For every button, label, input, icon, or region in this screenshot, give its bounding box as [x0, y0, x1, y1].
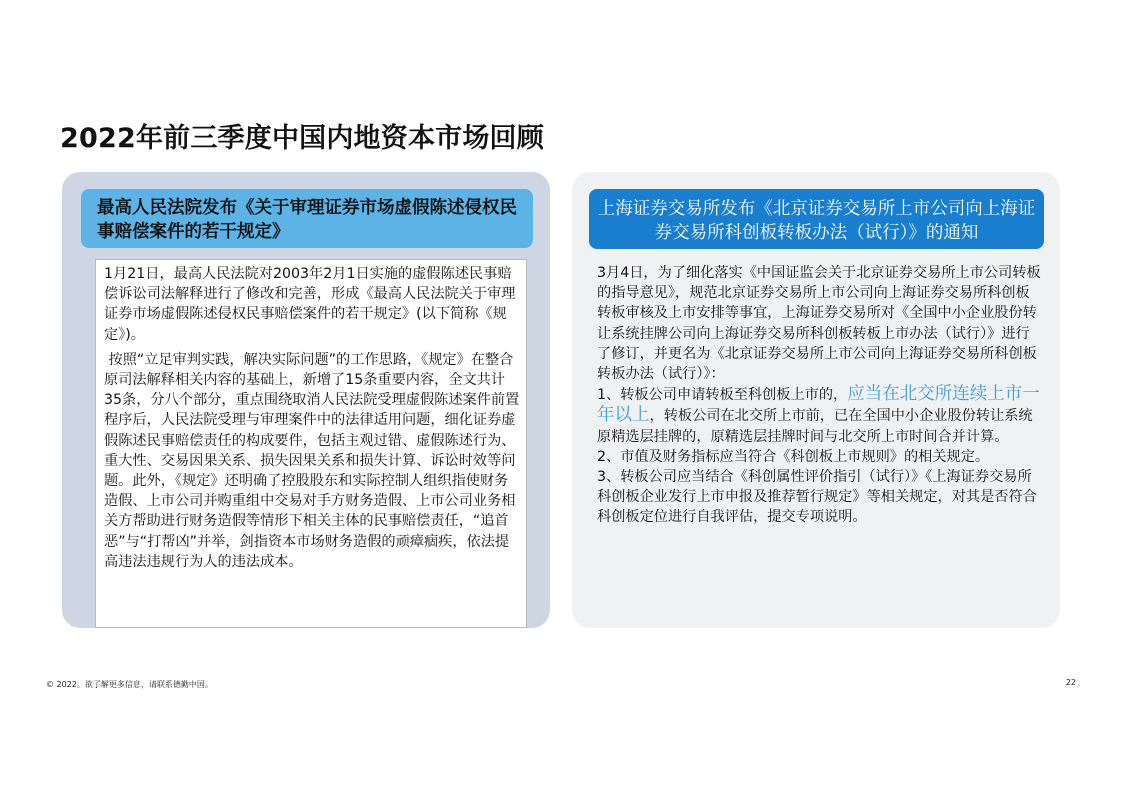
right-panel-header: 上海证券交易所发布《北京证券交易所上市公司向上海证券交易所科创板转板办法（试行）》的通知: [589, 189, 1044, 249]
right-item-1-prefix: 1、转板公司申请转板至科创板上市的，: [597, 387, 848, 404]
page-title: 2022年前三季度中国内地资本市场回顾: [60, 123, 544, 154]
left-paragraph-1: 1月21日，最高人民法院对2003年2月1日实施的虚假陈述民事赔偿诉讼司法解释进行了修改和完善，形成《最高人民法院关于审理证券市场虚假陈述侵权民事赔偿案件的若干规定》(以下简称《规定》)。: [104, 266, 516, 343]
right-item-2: 2、市值及财务指标应当符合《科创板上市规则》的相关规定。: [597, 448, 990, 465]
right-item-1: [597, 384, 1041, 447]
right-item-1-suffix: ，转板公司在北交所上市前，已在全国中小企业股份转让系统原精选层挂牌的，原精选层挂牌时间与北交所上市时间合并计算。: [597, 408, 1033, 445]
right-item-3: 3、转板公司应当结合《科创属性评价指引（试行）》《上海证券交易所科创板企业发行上市申报及推荐暂行规定》等相关规定，对其是否符合科创板定位进行自我评估，提交专项说明。: [597, 469, 1037, 526]
left-paragraph-2: [104, 350, 522, 572]
right-intro: 3月4日，为了细化落实《中国证监会关于北京证券交易所上市公司转板的指导意见》，规范北京证券交易所上市公司向上海证券交易所科创板转板审核及上市安排等事宜，上海证券交易所对《全国中小企业股份转让系统挂牌公司向上海证券交易所科创板转板上市办法（试行）》进行了修订，并更名为《北京证券交易所上市公司向上海证券交易所科创板转板办法（试行）》：: [597, 265, 1041, 383]
left-panel-header: 最高人民法院发布《关于审理证券市场虚假陈述侵权民事赔偿案件的若干规定》: [81, 189, 533, 248]
left-paragraph-2-text: 按照“立足审判实践，解决实际问题”的工作思路，《规定》在整合原司法解释相关内容的基础上，新增了15条重要内容，全文共计35条，分八个部分，重点围绕取消人民法院受理虚假陈述案件前置程序后，人民法院受理与审理案件中的法律适用问题，细化证券虚假陈述民事赔偿责任的构成要件，包括主观过错、虚假陈述行为、重大性、交易因果关系、损失因果关系和损失计算、诉讼时效等问题。此外，《规定》还明确了控股股东和实际控制人组织指使财务造假、上市公司并购重组中交易对手方财务造假、上市公司业务相关方帮助进行财务造假等情形下相关主体的民事赔偿责任，“追首恶”与“打帮凶”并举，剑指资本市场财务造假的顽瘴痼疾，依法提高违法违规行为人的违法成本。: [104, 351, 520, 570]
page-number: 22: [1065, 678, 1076, 687]
footer-copyright: © 2022。欲了解更多信息，请联系德勤中国。: [46, 680, 213, 689]
right-item-1-highlight: 应当在北交所连续上市一年以上: [597, 384, 1040, 426]
right-panel-body: [597, 263, 1041, 528]
left-panel-body: [104, 264, 522, 572]
